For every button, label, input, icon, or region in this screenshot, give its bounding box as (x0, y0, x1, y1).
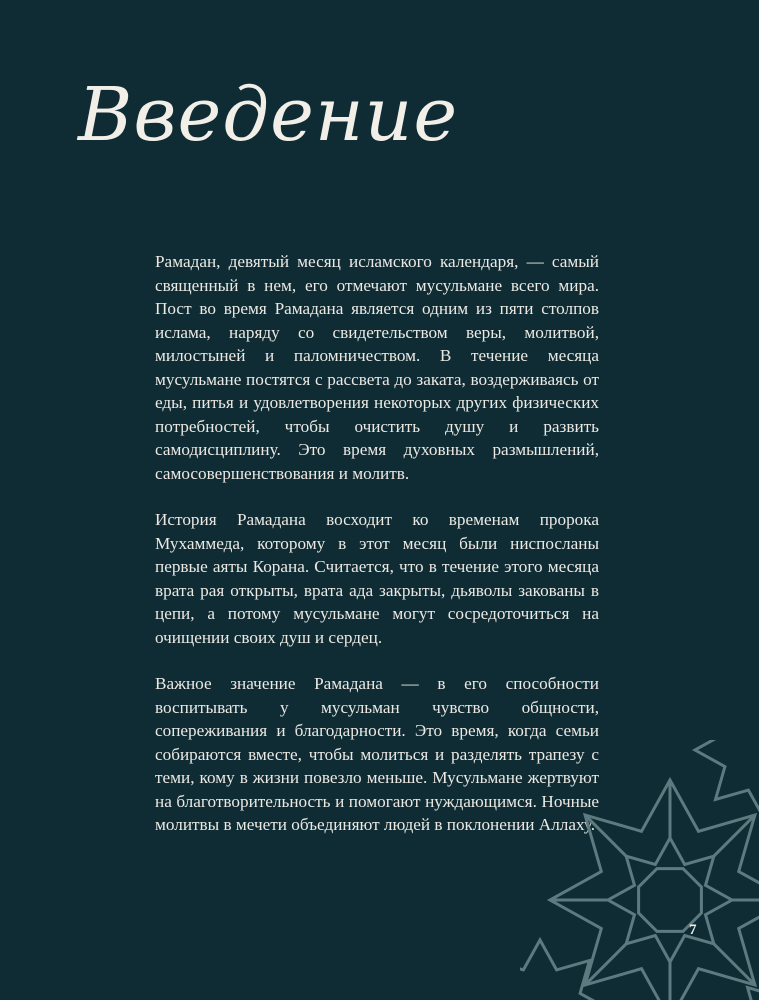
paragraph-2: История Рамадана восходит ко временам пророка Мухаммеда, которому в этот месяц были ниспосланы первые аяты Корана. Считается, что в течение этого месяца врата рая открыты, врата ада закрыты, дьяволы закованы в цепи, а потому мусульмане могут сосредоточиться на очищении своих душ и сердец. (155, 510, 599, 647)
geometric-ornament-icon (520, 740, 759, 1000)
page-number: 7 (689, 922, 697, 938)
paragraph-3: Важное значение Рамадана — в его способности воспитывать у мусульман чувство общности, сопереживания и благодарности. Это время, когда семьи собираются вместе, чтобы молиться и разделять трапезу с теми, кому в жизни повезло меньше. Мусульмане жертвуют на благотворительность и помогают нуждающимся. Ночные молитвы в мечети объединяют людей в поклонении Аллаху. (155, 674, 599, 834)
paragraph-1: Рамадан, девятый месяц исламского календаря, — самый священный в нем, его отмечают мусульмане всего мира. Пост во время Рамадана является одним из пяти столпов ислама, наряду со свидетельством веры, молитвой, милостыней и паломничеством. В течение месяца мусульмане постятся с рассвета до заката, воздерживаясь от еды, питья и удовлетворения некоторых других физических потребностей, чтобы очистить душу и развить самодисциплину. Это время духовных размышлений, самосовершенствования и молитв. (155, 252, 599, 483)
page-heading: Введение (78, 72, 459, 158)
